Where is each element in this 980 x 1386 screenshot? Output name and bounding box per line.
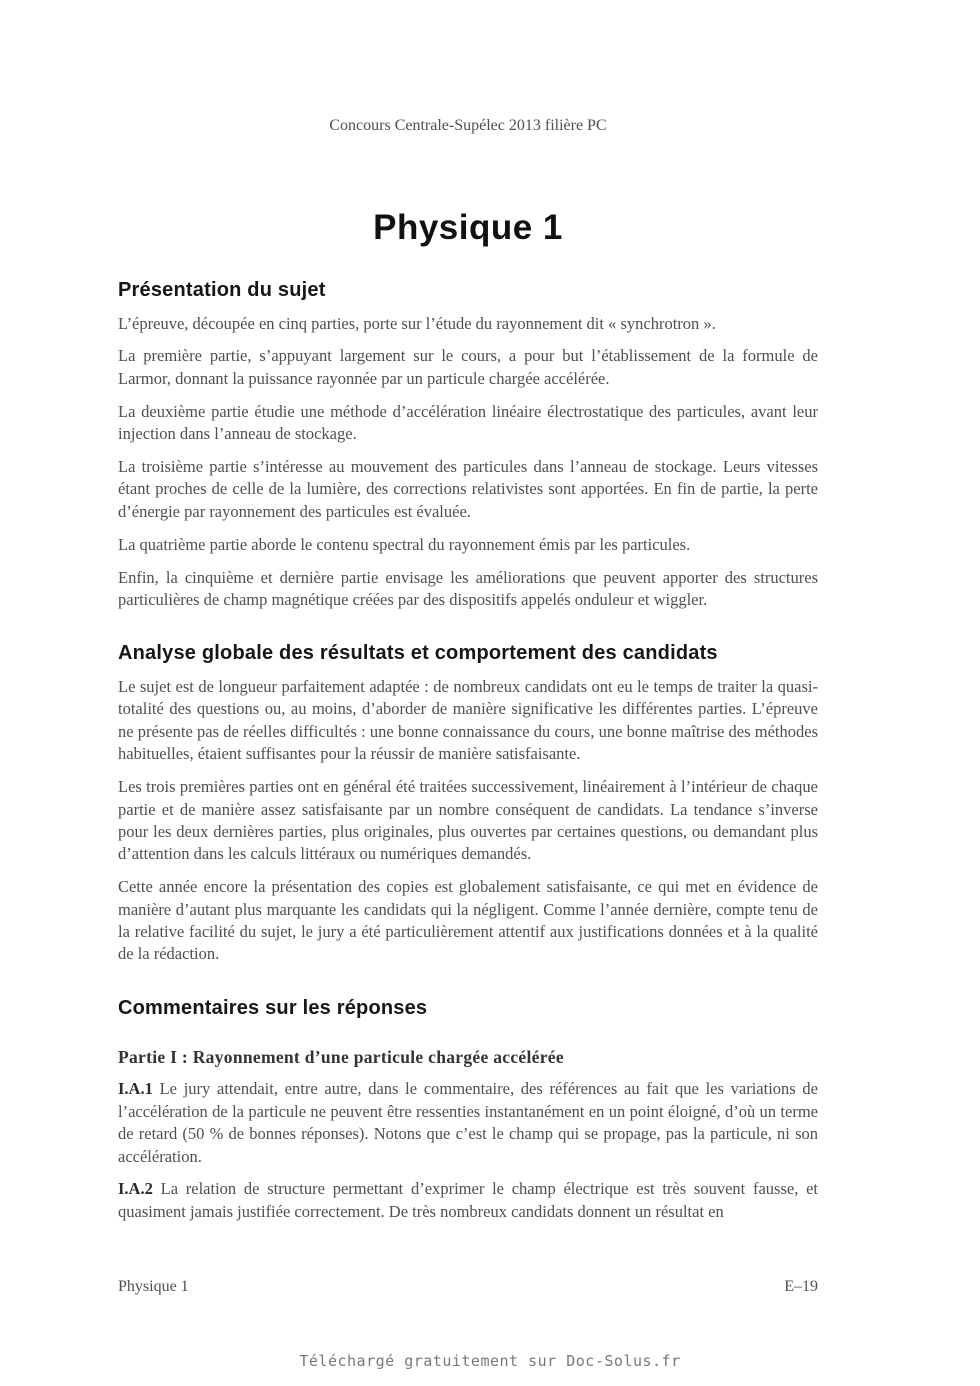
paragraph: L’épreuve, découpée en cinq parties, porte sur l’étude du rayonnement dit « synchrotron ». [118, 313, 716, 333]
page-content [118, 0, 818, 1223]
paragraph: Le sujet est de longueur parfaitement adaptée : de nombreux candidats ont eu le temps de traiter la quasi-totalité des questions ou, au moins, d’aborder de manière significative les différentes parties. L’épreuve ne présente pas de réelles difficultés : une bonne connaissance du cours, une bonne maîtrise des méthodes habituelles, étaient suffisantes pour la réussir de manière satisfaisante. [118, 676, 818, 764]
section-heading-presentation: Présentation du sujet [118, 279, 326, 301]
section-heading-commentaires: Commentaires sur les réponses [118, 996, 428, 1019]
question-text-ia1: Le jury attendait, entre autre, dans le commentaire, des références au fait que les variations de l’accélération de la particule ne peuvent être ressenties instantanément en un point éloigné, d’où un terme de retard (50 % de bonnes réponses). Notons que c’est le champ qui se propage, pas la particule, ni son accélération. [118, 1079, 819, 1166]
question-label-ia1: I.A.1 [118, 1079, 153, 1099]
paragraph: La troisième partie s’intéresse au mouvement des particules dans l’anneau de stockage. Leurs vitesses étant proches de celle de la lumière, des corrections relativistes sont apportées. En fin de partie, la perte d’énergie par rayonnement des particules est évaluée. [118, 457, 818, 521]
paragraph: La quatrième partie aborde le contenu spectral du rayonnement émis par les particules. [118, 534, 691, 554]
footer-page-number: E–19 [784, 1278, 818, 1295]
paragraph: La deuxième partie étudie une méthode d’accélération linéaire électrostatique des particules, avant leur injection dans l’anneau de stockage. [118, 401, 818, 444]
paragraph: La première partie, s’appuyant largement sur le cours, a pour but l’établissement de la formule de Larmor, donnant la puissance rayonnée par un particule chargée accélérée. [118, 346, 818, 388]
paragraph-ia2 [118, 1178, 818, 1223]
paragraph: Les trois premières parties ont en général été traitées successivement, linéairement à l’intérieur de chaque partie et de manière assez satisfaisante par un nombre conséquent de candidats. La tendance s’inverse pour les deux dernières parties, plus originales, plus ouvertes par certaines questions, ou demandant plus d’attention dans les calculs littéraux ou numériques demandés. [118, 777, 818, 864]
running-header: Concours Centrale-Supélec 2013 filière PC [329, 117, 607, 134]
section-analyse-globale [118, 641, 818, 965]
document-title: Physique 1 [373, 208, 563, 247]
section-commentaires-reponses [118, 996, 818, 1223]
question-text-ia2: La relation de structure permettant d’exprimer le champ électrique est très souvent fausse, et quasiment jamais justifiée correctement. De très nombreux candidats donnent un résultat en [118, 1179, 818, 1221]
page-footer [118, 1277, 818, 1297]
paragraph: Cette année encore la présentation des copies est globalement satisfaisante, ce qui met en évidence de manière d’autant plus marquante les candidats qui la négligent. Comme l’année dernière, compte tenu de la relative facilité du sujet, le jury a été particulièrement attentif aux justifications données et à la qualité de la rédaction. [118, 877, 818, 964]
question-label-ia2: I.A.2 [118, 1179, 153, 1199]
part-i-heading: Partie I : Rayonnement d’une particule chargée accélérée [118, 1046, 564, 1067]
section-heading-analyse-globale: Analyse globale des résultats et comportement des candidats [118, 642, 718, 665]
paragraph: Enfin, la cinquième et dernière partie envisage les améliorations que peuvent apporter des structures particulières de champ magnétique créées par des dispositifs appelés onduleur et wiggler. [118, 567, 818, 610]
paragraph-ia1 [118, 1078, 818, 1168]
download-watermark: Téléchargé gratuitement sur Doc-Solus.fr [299, 1352, 681, 1370]
section-presentation-du-sujet [118, 278, 818, 611]
footer-document-name: Physique 1 [118, 1278, 189, 1295]
